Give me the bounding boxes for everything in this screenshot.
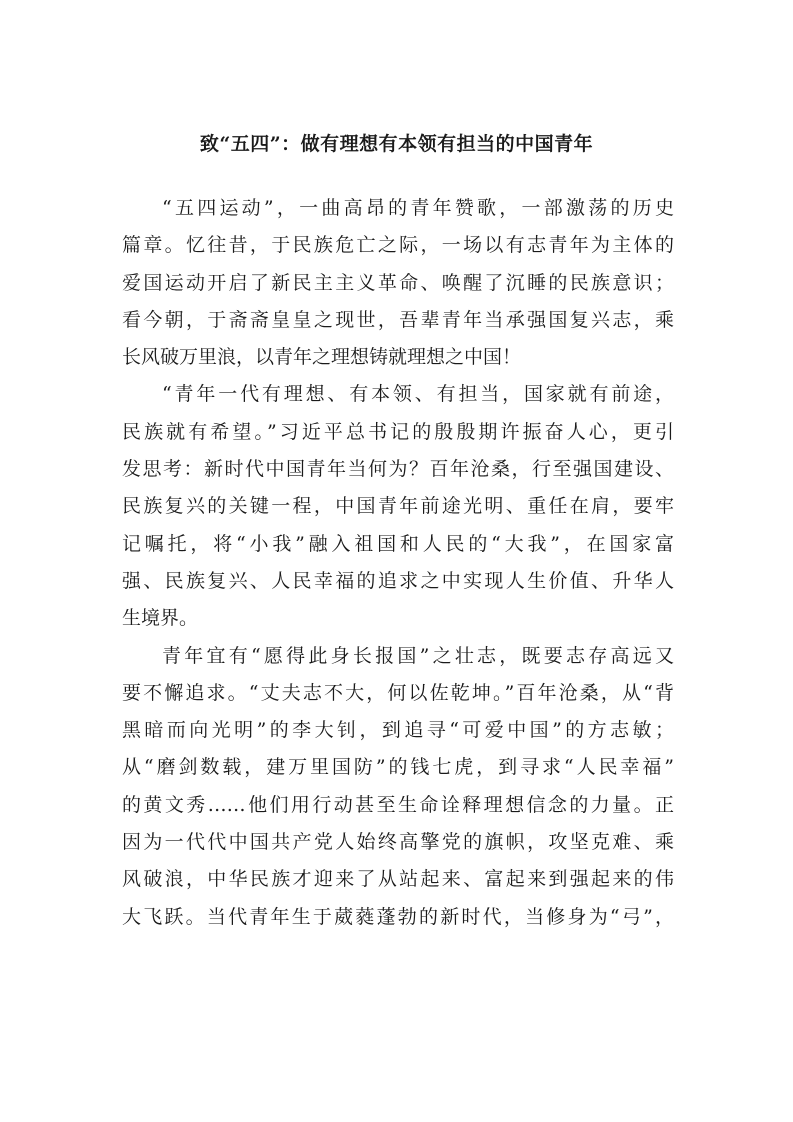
document-title: 致“五四”：做有理想有本领有担当的中国青年 <box>199 133 594 155</box>
paragraph-line: 的黄文秀……他们用行动甚至生命诠释理想信念的力量。正 <box>122 793 674 816</box>
document-body <box>122 190 674 936</box>
paragraph-line: 黑暗而向光明”的李大钊，到追寻“可爱中国”的方志敏； <box>122 719 674 742</box>
paragraph-line: 从“磨剑数载，建万里国防”的钱七虎，到寻求“人民幸福” <box>122 756 674 779</box>
paragraph-line: 记嘱托，将“小我”融入祖国和人民的“大我”，在国家富 <box>122 532 674 555</box>
paragraph <box>122 190 674 376</box>
paragraph <box>122 376 674 637</box>
paragraph-line: 民族就有希望。”习近平总书记的殷殷期许振奋人心，更引 <box>122 420 674 443</box>
paragraph-line: 爱国运动开启了新民主主义革命、唤醒了沉睡的民族意识； <box>122 271 674 294</box>
paragraph-line: “青年一代有理想、有本领、有担当，国家就有前途， <box>162 383 674 406</box>
paragraph-line: 看今朝，于斋斋皇皇之现世，吾辈青年当承强国复兴志，乘 <box>122 308 674 331</box>
paragraph-line: 发思考：新时代中国青年当何为？百年沧桑，行至强国建设、 <box>122 458 674 481</box>
paragraph-line: 要不懈追求。“丈夫志不大，何以佐乾坤。”百年沧桑，从“背 <box>122 681 674 704</box>
paragraph-line: 因为一代代中国共产党人始终高擎党的旗帜，攻坚克难、乘 <box>122 831 674 854</box>
paragraph-line: 民族复兴的关键一程，中国青年前途光明、重任在肩，要牢 <box>122 495 674 518</box>
paragraph-line: 篇章。忆往昔，于民族危亡之际，一场以有志青年为主体的 <box>122 234 674 257</box>
paragraph-line: 强、民族复兴、人民幸福的追求之中实现人生价值、升华人 <box>122 569 674 592</box>
paragraph-line: “五四运动”，一曲高昂的青年赞歌，一部激荡的历史 <box>162 197 674 219</box>
paragraph-line: 生境界。 <box>122 607 199 630</box>
paragraph-line: 风破浪，中华民族才迎来了从站起来、富起来到强起来的伟 <box>122 868 674 891</box>
paragraph-line: 青年宜有“愿得此身长报国”之壮志，既要志存高远又 <box>162 644 674 667</box>
paragraph-line: 长风破万里浪，以青年之理想铸就理想之中国！ <box>122 346 522 369</box>
paragraph <box>122 638 674 936</box>
paragraph-line: 大飞跃。当代青年生于葳蕤蓬勃的新时代，当修身为“弓”， <box>122 905 674 928</box>
